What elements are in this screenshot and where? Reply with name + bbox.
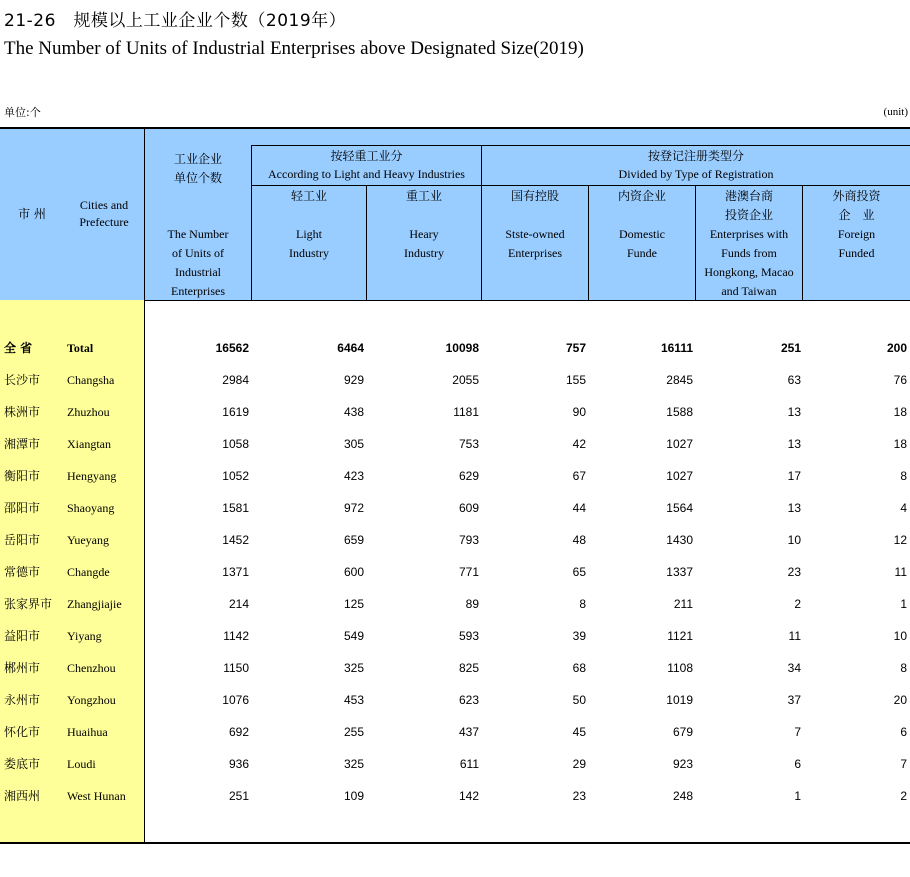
row-city-cn: 娄底市 bbox=[4, 757, 41, 771]
cell-foreign: 8 bbox=[900, 469, 907, 483]
table-row bbox=[0, 786, 910, 806]
cell-domestic: 1588 bbox=[666, 405, 693, 419]
cell-hk: 23 bbox=[787, 565, 801, 579]
cell-total: 936 bbox=[228, 757, 249, 771]
cell-total: 1619 bbox=[222, 405, 249, 419]
cell-heavy: 753 bbox=[458, 437, 479, 451]
table-row bbox=[0, 562, 910, 582]
cell-total: 251 bbox=[228, 789, 249, 803]
cell-foreign: 7 bbox=[900, 757, 907, 771]
cell-hk: 37 bbox=[787, 693, 801, 707]
row-city-cn: 邵阳市 bbox=[4, 501, 41, 515]
cell-foreign: 1 bbox=[900, 597, 907, 611]
cell-hk: 2 bbox=[794, 597, 801, 611]
cell-light: 305 bbox=[343, 437, 364, 451]
cell-light: 438 bbox=[343, 405, 364, 419]
cell-foreign: 200 bbox=[886, 341, 907, 355]
row-city-cn: 湘西州 bbox=[4, 789, 41, 803]
cell-domestic: 248 bbox=[672, 789, 693, 803]
row-city-en: Yueyang bbox=[67, 533, 109, 547]
cell-heavy: 611 bbox=[459, 757, 479, 771]
cell-total: 1076 bbox=[222, 693, 249, 707]
row-city-en: Changsha bbox=[67, 373, 115, 387]
cell-total: 1052 bbox=[222, 469, 249, 483]
table-row bbox=[0, 466, 910, 486]
header-heavy: 重工业 Heary Industry bbox=[404, 189, 444, 260]
table-row bbox=[0, 370, 910, 390]
cell-state: 65 bbox=[572, 565, 586, 579]
row-city-en: Hengyang bbox=[67, 469, 117, 483]
cell-light: 600 bbox=[343, 565, 364, 579]
cell-hk: 13 bbox=[787, 501, 801, 515]
table-row bbox=[0, 434, 910, 454]
cell-total: 1058 bbox=[222, 437, 249, 451]
cell-light: 6464 bbox=[337, 341, 364, 355]
cell-total: 1371 bbox=[222, 565, 249, 579]
header-total-cn: 工业企业 单位个数 bbox=[173, 152, 222, 185]
cell-state: 48 bbox=[572, 533, 586, 547]
table-row bbox=[0, 402, 910, 422]
cell-state: 90 bbox=[572, 405, 586, 419]
cell-hk: 17 bbox=[787, 469, 801, 483]
cell-domestic: 1564 bbox=[666, 501, 693, 515]
cell-domestic: 16111 bbox=[660, 341, 693, 355]
cell-heavy: 629 bbox=[458, 469, 479, 483]
table-row bbox=[0, 690, 910, 710]
cell-domestic: 1027 bbox=[666, 437, 693, 451]
header-state-owned: 国有控股 Stste-owned Enterprises bbox=[505, 189, 565, 260]
header-city-cn: 市 州 bbox=[18, 207, 46, 221]
cell-state: 23 bbox=[572, 789, 586, 803]
cell-domestic: 923 bbox=[672, 757, 693, 771]
cell-foreign: 2 bbox=[900, 789, 907, 803]
cell-hk: 10 bbox=[787, 533, 801, 547]
cell-state: 8 bbox=[579, 597, 586, 611]
cell-foreign: 6 bbox=[900, 725, 907, 739]
row-city-cn: 永州市 bbox=[4, 693, 41, 707]
cell-domestic: 1019 bbox=[666, 693, 693, 707]
row-city-en: Total bbox=[67, 341, 94, 355]
cell-light: 325 bbox=[343, 757, 364, 771]
cell-state: 39 bbox=[572, 629, 586, 643]
group-divider-line bbox=[251, 185, 910, 186]
cell-foreign: 18 bbox=[893, 437, 907, 451]
row-city-en: Huaihua bbox=[67, 725, 108, 739]
row-city-cn: 衡阳市 bbox=[4, 469, 41, 483]
row-city-cn: 湘潭市 bbox=[4, 437, 41, 451]
cell-heavy: 771 bbox=[458, 565, 479, 579]
cell-heavy: 623 bbox=[458, 693, 479, 707]
table-row bbox=[0, 498, 910, 518]
bottom-rule bbox=[0, 842, 910, 844]
row-city-en: Shaoyang bbox=[67, 501, 115, 515]
cell-hk: 34 bbox=[787, 661, 801, 675]
cell-total: 692 bbox=[228, 725, 249, 739]
row-city-cn: 郴州市 bbox=[4, 661, 41, 675]
header-light: 轻工业 Light Industry bbox=[289, 189, 329, 260]
row-city-cn: 益阳市 bbox=[4, 629, 41, 643]
page-title-cn: 21-26 规模以上工业企业个数（2019年） bbox=[4, 11, 347, 31]
table-row bbox=[0, 626, 910, 646]
cell-heavy: 10098 bbox=[445, 341, 479, 355]
cell-state: 45 bbox=[572, 725, 586, 739]
cell-hk: 11 bbox=[788, 629, 801, 643]
cell-light: 125 bbox=[343, 597, 364, 611]
cell-state: 757 bbox=[565, 341, 586, 355]
cell-domestic: 2845 bbox=[666, 373, 693, 387]
row-city-en: Zhuzhou bbox=[67, 405, 110, 419]
cell-foreign: 4 bbox=[900, 501, 907, 515]
cell-foreign: 20 bbox=[893, 693, 907, 707]
table-row bbox=[0, 754, 910, 774]
table-row bbox=[0, 530, 910, 550]
cell-domestic: 1121 bbox=[667, 629, 693, 643]
row-city-en: Zhangjiajie bbox=[67, 597, 122, 611]
cell-total: 1452 bbox=[222, 533, 249, 547]
cell-light: 423 bbox=[343, 469, 364, 483]
unit-label-en: (unit) bbox=[883, 106, 908, 118]
table-row-total bbox=[0, 338, 910, 358]
row-city-en: Yongzhou bbox=[67, 693, 116, 707]
cell-domestic: 1337 bbox=[666, 565, 693, 579]
cell-total: 16562 bbox=[215, 341, 249, 355]
cell-heavy: 825 bbox=[458, 661, 479, 675]
cell-light: 549 bbox=[343, 629, 364, 643]
header-top-line bbox=[251, 145, 910, 146]
cell-heavy: 142 bbox=[458, 789, 479, 803]
cell-light: 255 bbox=[343, 725, 364, 739]
table-row bbox=[0, 722, 910, 742]
unit-label-cn: 单位:个 bbox=[4, 106, 41, 119]
row-city-cn: 张家界市 bbox=[4, 597, 53, 611]
cell-heavy: 593 bbox=[458, 629, 479, 643]
header-domestic: 内资企业 Domestic Funde bbox=[617, 189, 666, 260]
cell-domestic: 679 bbox=[672, 725, 693, 739]
row-city-en: Chenzhou bbox=[67, 661, 116, 675]
row-city-en: West Hunan bbox=[67, 789, 126, 803]
cell-heavy: 437 bbox=[458, 725, 479, 739]
cell-light: 325 bbox=[343, 661, 364, 675]
row-city-cn: 岳阳市 bbox=[4, 533, 41, 547]
cell-light: 972 bbox=[343, 501, 364, 515]
cell-state: 42 bbox=[572, 437, 586, 451]
cell-light: 453 bbox=[343, 693, 364, 707]
cell-total: 214 bbox=[228, 597, 249, 611]
cell-foreign: 10 bbox=[893, 629, 907, 643]
cell-total: 2984 bbox=[222, 373, 249, 387]
cell-hk: 13 bbox=[787, 405, 801, 419]
row-city-cn: 怀化市 bbox=[4, 725, 41, 739]
cell-hk: 6 bbox=[794, 757, 801, 771]
header-total-en: The Number of Units of Industrial Enterprises bbox=[167, 227, 229, 298]
row-city-cn: 长沙市 bbox=[4, 373, 41, 387]
cell-domestic: 211 bbox=[673, 597, 693, 611]
cell-state: 67 bbox=[572, 469, 586, 483]
cell-state: 29 bbox=[572, 757, 586, 771]
table-row bbox=[0, 594, 910, 614]
cell-domestic: 1027 bbox=[666, 469, 693, 483]
cell-state: 155 bbox=[565, 373, 586, 387]
header-hk-macao-taiwan: 港澳台商 投资企业 Enterprises with Funds from Hongkong, Macao and Taiwan bbox=[704, 189, 794, 298]
top-rule bbox=[0, 127, 910, 129]
row-city-en: Yiyang bbox=[67, 629, 102, 643]
header-foreign: 外商投资 企 业 Foreign Funded bbox=[832, 189, 881, 260]
cell-hk: 1 bbox=[794, 789, 801, 803]
cell-state: 50 bbox=[572, 693, 586, 707]
cell-light: 659 bbox=[343, 533, 364, 547]
cell-domestic: 1430 bbox=[666, 533, 693, 547]
cell-total: 1142 bbox=[223, 629, 249, 643]
header-group-light-heavy: 按轻重工业分 According to Light and Heavy Industries bbox=[268, 149, 465, 181]
cell-foreign: 11 bbox=[894, 565, 907, 579]
cell-state: 68 bbox=[572, 661, 586, 675]
row-city-en: Changde bbox=[67, 565, 110, 579]
cell-heavy: 2055 bbox=[452, 373, 479, 387]
cell-heavy: 89 bbox=[465, 597, 479, 611]
cell-foreign: 76 bbox=[893, 373, 907, 387]
row-city-cn: 全 省 bbox=[4, 341, 33, 355]
row-city-en: Xiangtan bbox=[67, 437, 111, 451]
row-city-en: Loudi bbox=[67, 757, 96, 771]
cell-hk: 13 bbox=[787, 437, 801, 451]
cell-hk: 7 bbox=[794, 725, 801, 739]
header-city-en: Cities and Prefecture bbox=[79, 198, 129, 229]
cell-foreign: 12 bbox=[893, 533, 907, 547]
cell-total: 1150 bbox=[223, 661, 249, 675]
row-city-cn: 株洲市 bbox=[4, 405, 41, 419]
cell-hk: 63 bbox=[787, 373, 801, 387]
cell-heavy: 1181 bbox=[453, 405, 479, 419]
row-city-cn: 常德市 bbox=[4, 565, 41, 579]
cell-domestic: 1108 bbox=[667, 661, 693, 675]
cell-total: 1581 bbox=[222, 501, 249, 515]
cell-heavy: 793 bbox=[458, 533, 479, 547]
page-title-en: The Number of Units of Industrial Enterprises above Designated Size(2019) bbox=[4, 38, 584, 59]
header-group-registration: 按登记注册类型分 Divided by Type of Registration bbox=[618, 149, 774, 181]
cell-light: 929 bbox=[343, 373, 364, 387]
cell-hk: 251 bbox=[780, 341, 801, 355]
cell-foreign: 8 bbox=[900, 661, 907, 675]
cell-state: 44 bbox=[572, 501, 586, 515]
cell-foreign: 18 bbox=[893, 405, 907, 419]
cell-light: 109 bbox=[343, 789, 364, 803]
table-row bbox=[0, 658, 910, 678]
cell-heavy: 609 bbox=[458, 501, 479, 515]
